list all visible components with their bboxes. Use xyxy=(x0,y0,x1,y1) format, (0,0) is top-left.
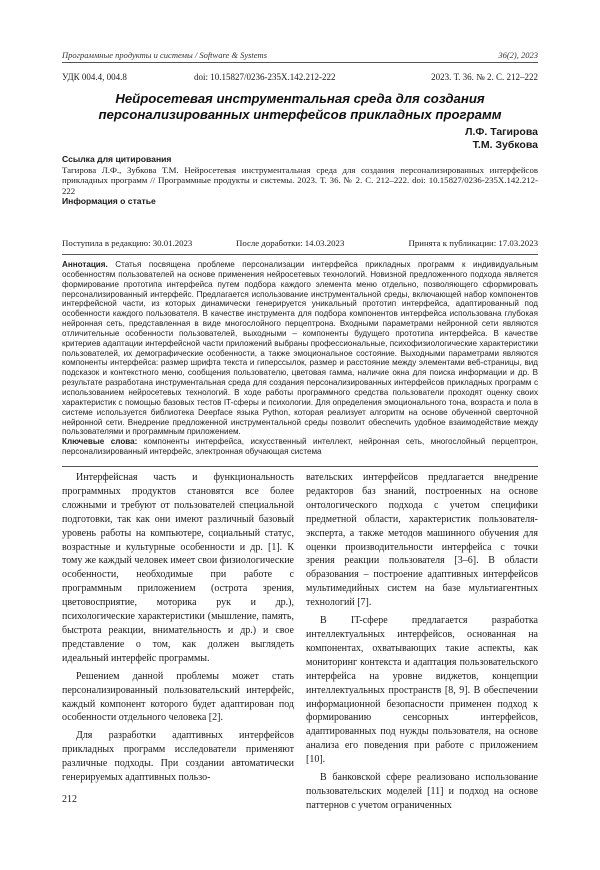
journal-name: Программные продукты и системы / Software & Systems xyxy=(62,50,268,60)
citation-block xyxy=(62,154,538,207)
abstract xyxy=(62,260,538,437)
running-head xyxy=(62,50,538,66)
header-divider xyxy=(62,62,538,63)
article-dates xyxy=(62,238,538,250)
body-paragraph: В IT-сфере предлагается разработка интеллектуальных интерфейсов, основанная на компонентах, охватывающих такие аспекты, как мониторинг контекста и адаптация пользовательского интерфейса на уровне виджетов, концепции интеллектуальных пространств [8, 9]. В обеспечении информационной безопасности применен подход к формированию сенсорных интерфейсов, адаптированных под нужды пользователя, на основе анализа его поведения при работе с приложением [10]. xyxy=(306,615,538,766)
body-column-right xyxy=(306,471,538,817)
body-paragraph: Интерфейсная часть и функциональность программных продуктов становятся все более сложными и требуют от пользователей специальной подготовки, так как они имеют различный базовый уровень работы на компьютере, социальный статус, возрастные и культурные особенности и др. [1]. К тому же каждый человек имеет свои физиологические особенности, необходимые при работе с программным приложением (острота зрения, цветовосприятие, моторика рук и др.), психологические характеристики (мышление, память, быстрота реакции, внимательность и др.) и свое представление о том, как должен выглядеть идеальный интерфейс программы. xyxy=(62,472,294,664)
article-title: Нейросетевая инструментальная среда для создания персонализированных интерфейсов прикладных программ xyxy=(98,91,502,122)
keywords xyxy=(62,437,538,457)
article-info-heading: Информация о статье xyxy=(62,196,156,207)
article-meta xyxy=(62,72,538,86)
body-paragraph-continued: вательских интерфейсов предлагается внедрение редакторов баз знаний, построенных на основе онтологического подхода с учетом специфики предметной области, характеристик пользователя-эксперта, а также методов машинного обучения для оценки производительности интерфейса с точки зрения реакции пользователя [3–6]. В области образования – построение адаптивных интерфейсов мультимедийных систем на базе мультиагентных технологий [7]. xyxy=(306,472,538,609)
info-divider xyxy=(62,254,538,255)
body-paragraph: В банковской сфере реализовано использование пользовательских моделей [11] и подход на основе паттернов с учетом ограниченных xyxy=(306,772,538,811)
date-received: Поступила в редакцию: 30.01.2023 xyxy=(62,238,193,248)
date-accepted: Принята к публикации: 17.03.2023 xyxy=(408,238,538,248)
keywords-text: компоненты интерфейса, искусственный интеллект, нейронная сеть, многослойный перцептрон, персонализированный интерфейс, электронная обучающая система xyxy=(62,437,539,457)
udk-code: УДК 004.4, 004.8 xyxy=(62,72,127,82)
citation-text: Тагирова Л.Ф., Зубкова Т.М. Нейросетевая инструментальная среда для создания персонализированных интерфейсов прикладных программ // Программные продукты и системы. 2023. Т. 36. № 2. С. 212–222. doi: 10.15827/0236-235X.142.212-222 xyxy=(62,164,538,196)
body-column-left xyxy=(62,471,294,789)
doi: doi: 10.15827/0236-235X.142.212-222 xyxy=(194,72,336,82)
abstract-divider xyxy=(62,466,538,467)
keywords-label: Ключевые слова: xyxy=(62,437,138,447)
author-1: Л.Ф. Тагирова xyxy=(465,126,538,138)
body-paragraph: Решением данной проблемы может стать персонализированный пользовательский интерфейс, каждый компонент которого будет адаптирован под особенности отдельного человека [2]. xyxy=(62,670,294,724)
journal-issue: 36(2), 2023 xyxy=(498,50,538,60)
citation-heading: Ссылка для цитирования xyxy=(62,154,172,164)
abstract-text: Статья посвящена проблеме персонализации интерфейса прикладных программ к индивидуальным особенностям пользователей на основе применения нейросетевых технологий. Новизной предложенного подхода является формирование прототипа интерфейса путем подбора каждого элемента меню отдельно, позволяющего сформировать персонализированный интерфейс. Предлагается использование инструментальной среды, включающей набор компонентов интерфейсной части, из которых динамически генерируется уникальный прототип интерфейса, адаптированный под особенности каждого пользователя. В качестве инструмента для подбора компонентов интерфейса использована глубокая нейронная сеть, представленная в виде многослойного перцептрона. Входными параметрами нейронной сети являются отличительные особенности пользователей, выходными – компоненты будущего прототипа интерфейса. В качестве критериев адаптации интерфейсной части приложений выбраны профессиональные, психофизиологические характеристики пользователей, их демографические особенности, а также эмоциональное состояние. Выходными параметрами являются компоненты интерфейса: размер шрифта текста и гиперссылок, размер и расстояние между элементами веб-страницы, вид подсказок и контекстного меню, сообщения пользователю, цветовая гамма, наличие окна для поиска информации и др. В результате разработана инструментальная среда для создания персонализированных интерфейсов прикладных программ с использованием нейросетевых технологий. В ходе работы программного средства пользователи проходят оценку своих характеристик с помощью базовых тестов IT-сферы и психологии. Для определения эмоционального тона, возраста и пола в системе используется библиотека Deepface языка Python, которая реализует алгоритм на основе обученной сверточной нейронной сети. Внедрение предложенной инструментальной среды позволит обеспечить удобное взаимодействие между пользователями и программным приложением. xyxy=(62,260,538,437)
body-paragraph: Для разработки адаптивных интерфейсов прикладных программ исследователи применяют различные подходы. При создании автоматически генерируемых адаптивных пользо- xyxy=(62,730,294,784)
date-revised: После доработки: 14.03.2023 xyxy=(236,238,345,248)
issue-reference: 2023. Т. 36. № 2. С. 212–222 xyxy=(431,72,538,82)
author-2: Т.М. Зубкова xyxy=(472,139,538,151)
page-number: 212 xyxy=(62,794,77,805)
abstract-label: Аннотация. xyxy=(62,260,108,269)
authors xyxy=(465,126,538,152)
abstract-block xyxy=(62,260,538,457)
